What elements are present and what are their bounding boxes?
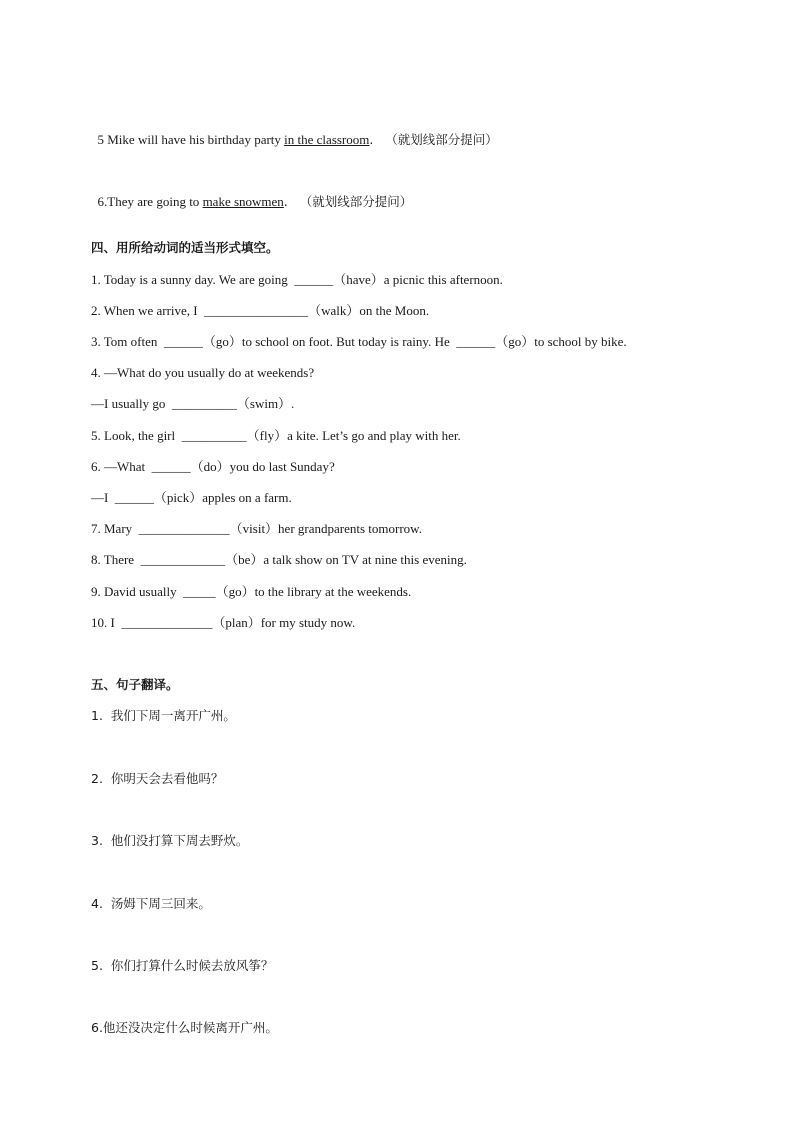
question-6 bbox=[91, 178, 412, 210]
question-5 bbox=[91, 116, 498, 148]
section-5-heading: 五、句子翻译。 bbox=[91, 677, 179, 692]
fill-blank-line: 7. Mary ______________（visit）her grandparents tomorrow. bbox=[91, 521, 422, 536]
fill-blank-line: 1. Today is a sunny day. We are going ______（have）a picnic this afternoon. bbox=[91, 272, 503, 287]
question-5-before: 5 Mike will have his birthday party bbox=[97, 132, 285, 147]
translation-item: 3. 他们没打算下周去野炊。 bbox=[91, 833, 249, 848]
translation-item: 6.他还没决定什么时候离开广州。 bbox=[91, 1020, 278, 1035]
translation-item: 1. 我们下周一离开广州。 bbox=[91, 708, 236, 723]
fill-blank-line: 6. —What ______（do）you do last Sunday? bbox=[91, 459, 335, 474]
question-5-instruction: . （就划线部分提问） bbox=[369, 132, 498, 147]
fill-blank-line: 2. When we arrive, I ________________（walk）on the Moon. bbox=[91, 303, 430, 318]
question-6-underlined: make snowmen bbox=[202, 194, 284, 209]
fill-blank-line: 3. Tom often ______（go）to school on foot. But today is rainy. He ______（go）to school by bike. bbox=[91, 334, 627, 349]
translation-item: 5. 你们打算什么时候去放风筝？ bbox=[91, 958, 274, 973]
section-4-heading: 四、用所给动词的适当形式填空。 bbox=[91, 240, 279, 255]
fill-blank-line: 8. There _____________（be）a talk show on TV at nine this evening. bbox=[91, 552, 467, 567]
question-5-underlined: in the classroom bbox=[284, 132, 370, 147]
question-6-instruction: . （就划线部分提问） bbox=[283, 194, 413, 209]
fill-blank-line: 9. David usually _____（go）to the library at the weekends. bbox=[91, 584, 412, 599]
fill-blank-line: 5. Look, the girl __________（fly）a kite. Let’s go and play with her. bbox=[91, 428, 461, 443]
fill-blank-line: —I ______（pick）apples on a farm. bbox=[91, 490, 292, 505]
translation-item: 4. 汤姆下周三回来。 bbox=[91, 896, 211, 911]
translation-item: 2. 你明天会去看他吗？ bbox=[91, 771, 224, 786]
fill-blank-line: —I usually go __________（swim）. bbox=[91, 396, 295, 411]
fill-blank-line: 4. —What do you usually do at weekends? bbox=[91, 365, 315, 380]
fill-blank-line: 10. I ______________（plan）for my study now. bbox=[91, 615, 356, 630]
question-6-before: 6.They are going to bbox=[97, 194, 203, 209]
